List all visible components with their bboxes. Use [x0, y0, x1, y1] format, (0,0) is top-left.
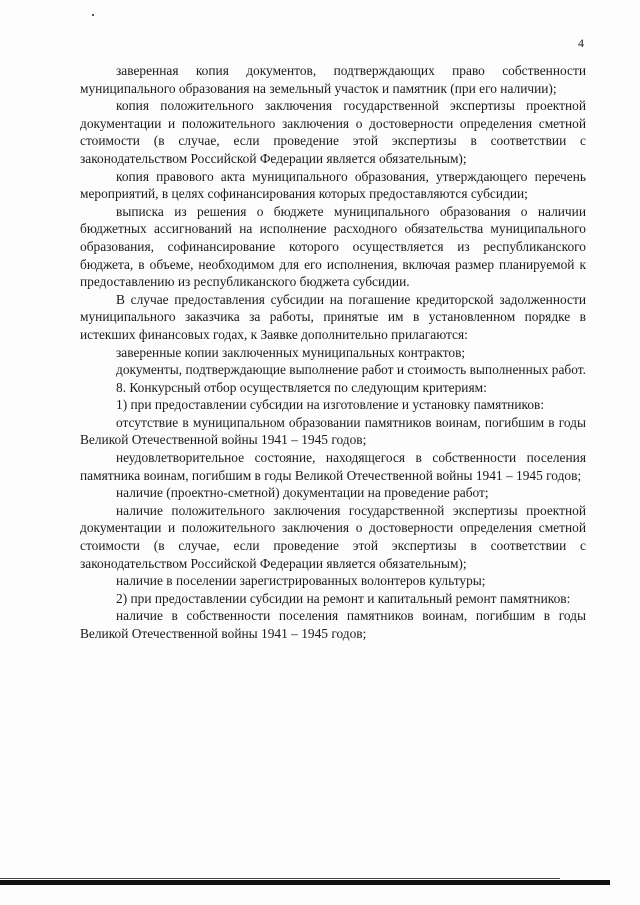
paragraph-work-documents: документы, подтверждающие выполнение работ и стоимость выполненных работ.: [116, 362, 586, 378]
paragraph-section-8: 8. Конкурсный отбор осуществляется по следующим критериям:: [116, 379, 487, 395]
page-number: 4: [578, 36, 584, 50]
paragraph-expertise-copy: копия положительного заключения государственной экспертизы проектной документации и положительного заключения о достоверности определения сметной стоимости (в случае, если проведение этой экспертизы в соответствии с законодательством Российской Федерации является обязательным);: [80, 98, 586, 166]
paragraph-positive-expertise: наличие положительного заключения государственной экспертизы проектной документации и положительного заключения о достоверности определения сметной стоимости (в случае, если проведение этой экспертизы в соответствии с законодательством Российской Федерации является обязательным);: [80, 502, 586, 571]
paragraph-budget-extract: выписка из решения о бюджете муниципального образования о наличии бюджетных ассигнований на исполнение расходного обязательства муниципального образования, софинансирование которого осуществляется из республиканского бюджета, в объеме, необходимом для его исполнения, включая размер планируемой к предоставлению из республиканского бюджета субсидии.: [80, 203, 586, 290]
paragraph-poor-condition: неудовлетворительное состояние, находящегося в собственности поселения памятника воинам, погибшим в годы Великой Отечественной войны 1941 – 1945 годов;: [80, 450, 586, 483]
paragraph-legal-act-copy: копия правового акта муниципального образования, утверждающего перечень мероприятий, в целях софинансирования которых предоставляются субсидии;: [80, 168, 586, 202]
scan-bottom-border: [0, 880, 610, 885]
paragraph-criterion-1: 1) при предоставлении субсидии на изготовление и установку памятников:: [116, 397, 545, 413]
paragraph-contract-copies: заверенные копии заключенных муниципальных контрактов;: [116, 344, 466, 360]
paragraph-criterion-2: 2) при предоставлении субсидии на ремонт и капитальный ремонт памятников:: [116, 590, 571, 606]
paragraph-volunteers: наличие в поселении зарегистрированных волонтеров культуры;: [116, 573, 486, 589]
paragraph-design-docs: наличие (проектно-сметной) документации на проведение работ;: [116, 485, 489, 501]
scan-speck: [92, 14, 94, 16]
paragraph-land-ownership-copy: заверенная копия документов, подтверждающих право собственности муниципального образования на земельный участок и памятник (при его наличии);: [80, 63, 586, 96]
paragraph-monuments-owned: наличие в собственности поселения памятников воинам, погибшим в годы Великой Отечественной войны 1941 – 1945 годов;: [80, 608, 586, 641]
scan-edge-line: [0, 878, 560, 879]
document-body: [80, 62, 586, 643]
paragraph-debt-repayment: В случае предоставления субсидии на погашение кредиторской задолженности муниципального заказчика за работы, принятые им в установленном порядке в истекших финансовых годах, к Заявке дополнительно прилагаются:: [80, 291, 586, 342]
paragraph-no-monuments: отсутствие в муниципальном образовании памятников воинам, погибшим в годы Великой Отечественной войны 1941 – 1945 годов;: [80, 414, 586, 448]
